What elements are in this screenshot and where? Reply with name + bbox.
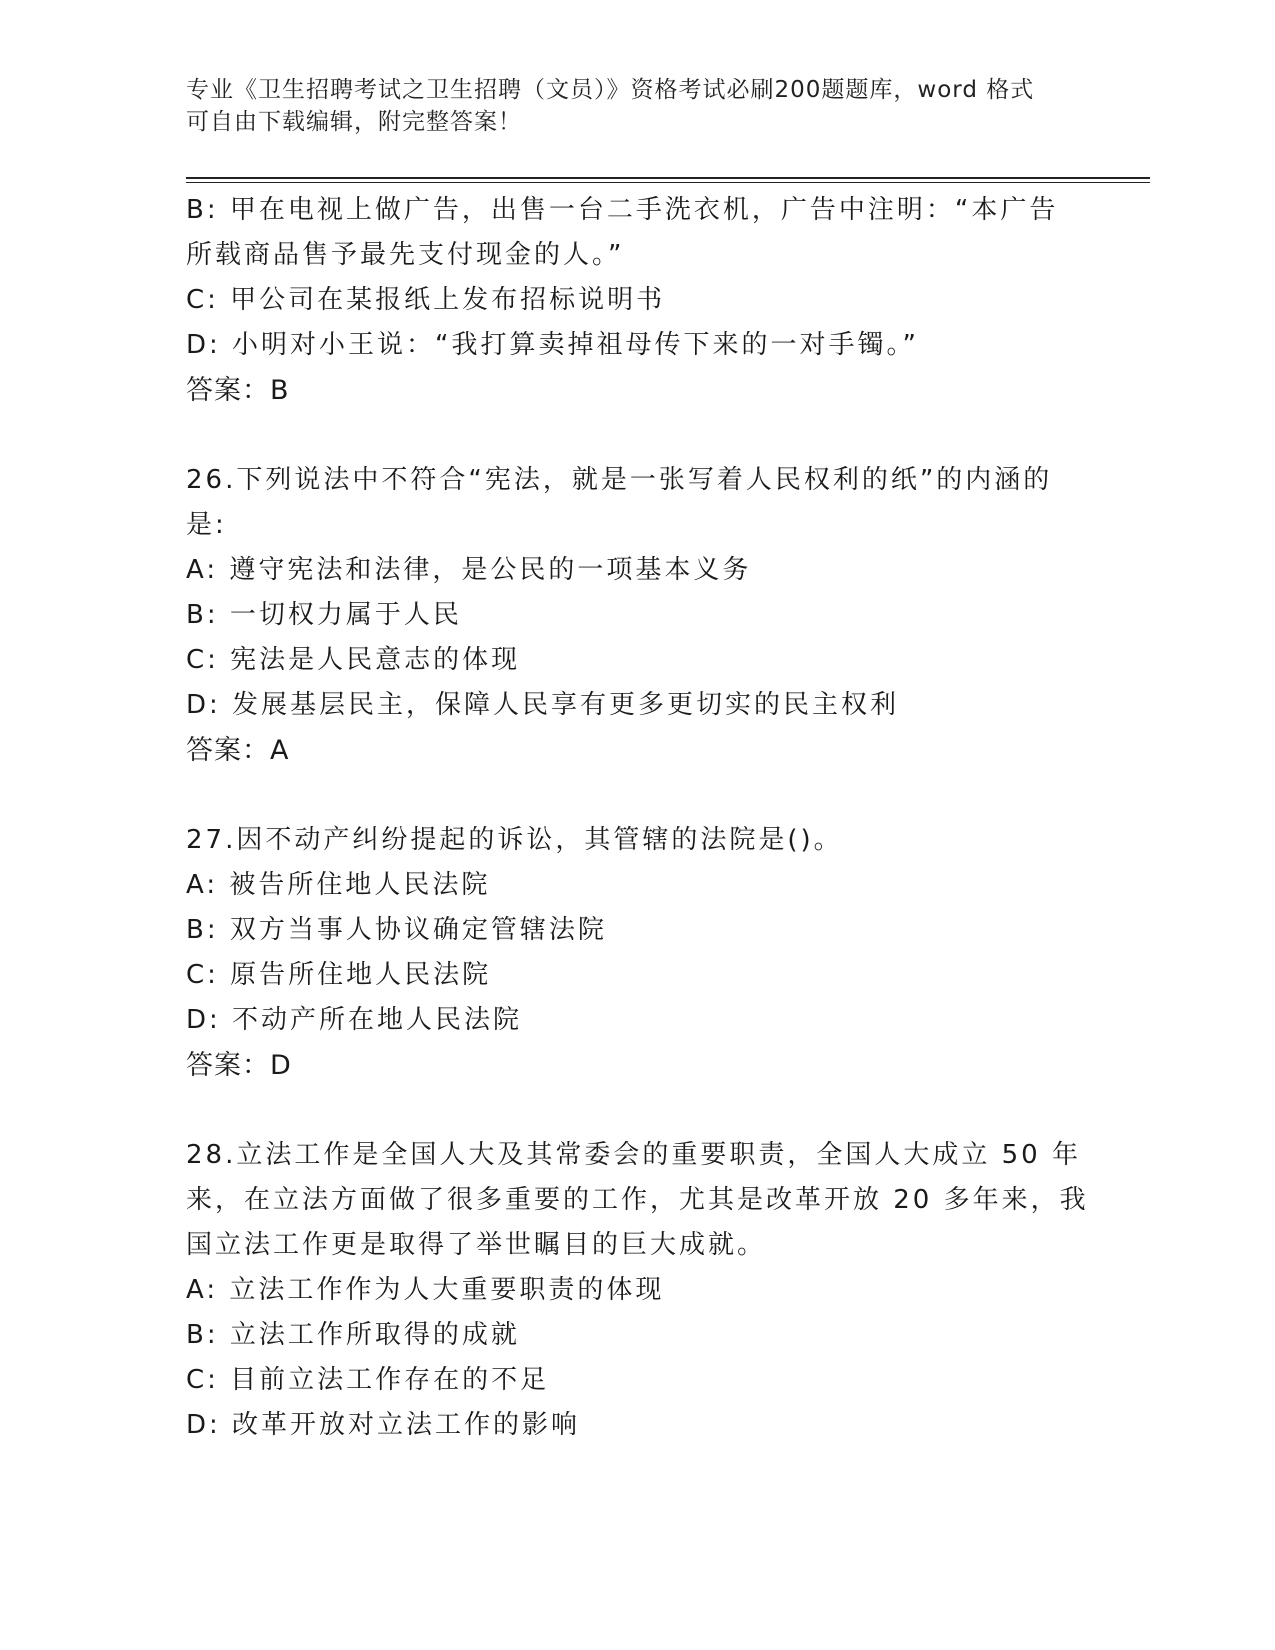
question-stem: 27.因不动产纠纷提起的诉讼，其管辖的法院是()。 [186, 825, 843, 855]
header-line-1: 专业《卫生招聘考试之卫生招聘（文员）》资格考试必刷200题题库，word 格式 [186, 77, 1035, 103]
question-stem-line-1: 26.下列说法中不符合“宪法，就是一张写着人民权利的纸”的内涵的 [186, 465, 1053, 495]
option-a: A: 立法工作作为人大重要职责的体现 [186, 1275, 665, 1305]
option-d: D: 不动产所在地人民法院 [186, 1005, 523, 1035]
document-header [186, 74, 1066, 138]
header-line-2: 可自由下载编辑，附完整答案！ [186, 109, 522, 135]
option-b: B: 一切权力属于人民 [186, 600, 462, 630]
option-a: A: 被告所住地人民法院 [186, 870, 491, 900]
header-rule-thin [186, 182, 1150, 183]
header-rule-thick [186, 177, 1150, 179]
question-stem-line-2: 是: [186, 510, 227, 540]
answer-label: 答案：D [186, 1050, 292, 1081]
question-stem-line-1: 28.立法工作是全国人大及其常委会的重要职责，全国人大成立 50 年 [186, 1140, 1081, 1170]
option-b-line-2: 所载商品售予最先支付现金的人。” [186, 240, 625, 270]
question-block [186, 1133, 1089, 1448]
option-a: A: 遵守宪法和法律，是公民的一项基本义务 [186, 555, 752, 585]
question-block [186, 458, 1076, 773]
option-b: B: 双方当事人协议确定管辖法院 [186, 915, 607, 945]
option-d: D: 改革开放对立法工作的影响 [186, 1410, 581, 1440]
question-stem-line-2: 来，在立法方面做了很多重要的工作，尤其是改革开放 20 多年来，我 [186, 1185, 1089, 1215]
answer-label: 答案：A [186, 735, 290, 766]
option-d: D: 发展基层民主，保障人民享有更多更切实的民主权利 [186, 690, 900, 720]
option-b-line-1: B: 甲在电视上做广告，出售一台二手洗衣机，广告中注明：“本广告 [186, 195, 1059, 225]
option-d: D: 小明对小王说：“我打算卖掉祖母传下来的一对手镯。” [186, 330, 919, 360]
option-c: C: 宪法是人民意志的体现 [186, 645, 521, 675]
option-c: C: 目前立法工作存在的不足 [186, 1365, 550, 1395]
question-block [186, 818, 1076, 1088]
option-c: C: 原告所住地人民法院 [186, 960, 492, 990]
question-content [186, 188, 1089, 1448]
question-stem-line-3: 国立法工作更是取得了举世瞩目的巨大成就。 [186, 1230, 767, 1260]
answer-label: 答案：B [186, 375, 290, 406]
option-c: C: 甲公司在某报纸上发布招标说明书 [186, 285, 666, 315]
option-b: B: 立法工作所取得的成就 [186, 1320, 520, 1350]
question-block [186, 188, 1076, 413]
